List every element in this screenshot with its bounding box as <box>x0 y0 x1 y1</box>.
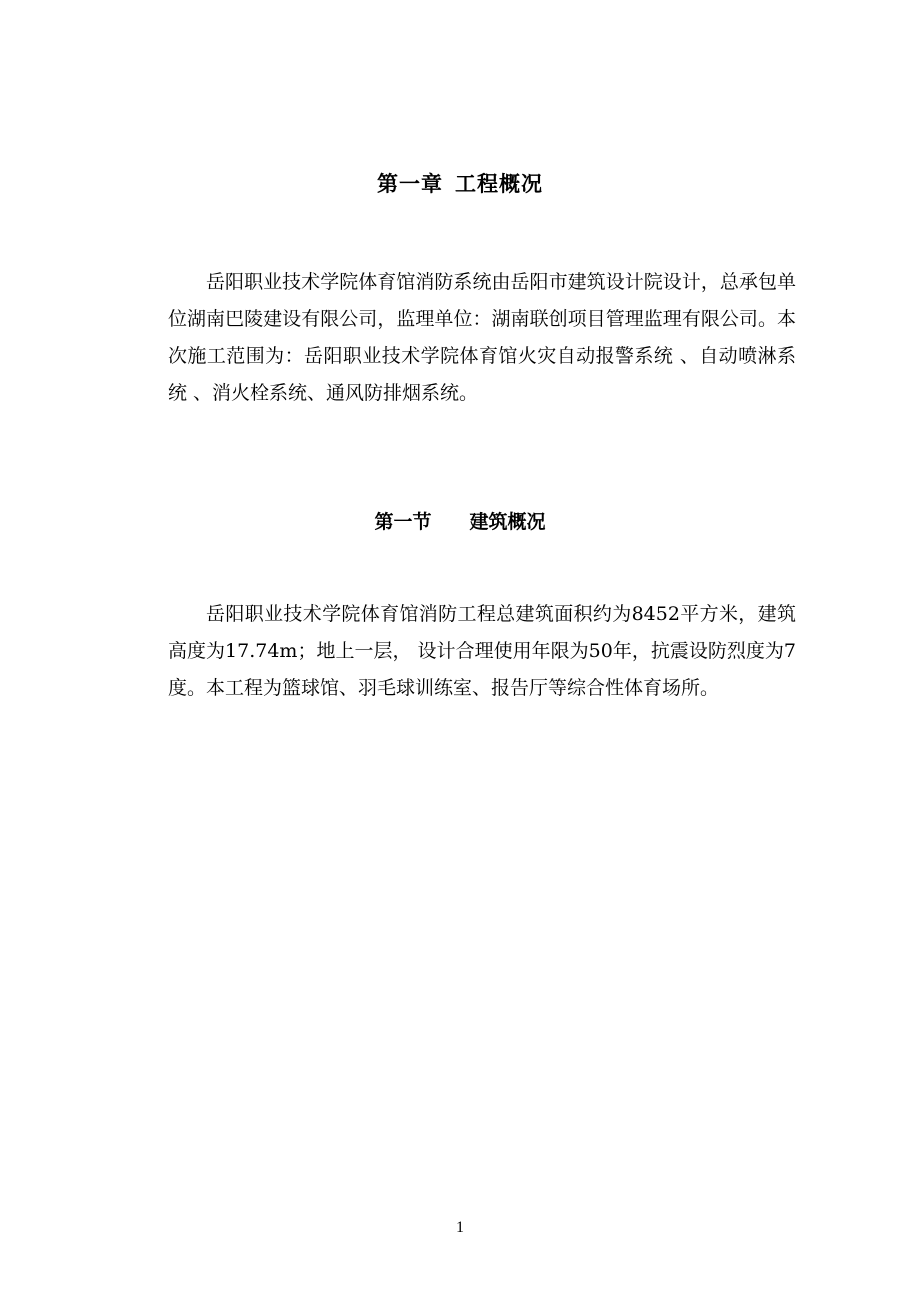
intro-paragraph: 岳阳职业技术学院体育馆消防系统由岳阳市建筑设计院设计，总承包单位湖南巴陵建设有限公司，监理单位：湖南联创项目管理监理有限公司。本次施工范围为：岳阳职业技术学院体育馆火灾自动报警系统 、自动喷淋系统 、消火栓系统、通风防排烟系统。 <box>168 271 796 404</box>
chapter-title: 工程概况 <box>455 172 543 196</box>
building-overview-paragraph: 岳阳职业技术学院体育馆消防工程总建筑面积约为8452平方米，建筑高度为17.74m；地上一层， 设计合理使用年限为50年，抗震设防烈度为7度。本工程为篮球馆、羽毛球训练室、报告厅等综合性体育场所。 <box>168 603 796 699</box>
section-heading <box>0 506 920 538</box>
page-number: 1 <box>456 1219 464 1236</box>
section-label: 第一节 <box>374 511 432 533</box>
chapter-label: 第一章 <box>377 172 443 196</box>
section-title: 建筑概况 <box>469 511 546 533</box>
chapter-heading <box>0 168 920 200</box>
